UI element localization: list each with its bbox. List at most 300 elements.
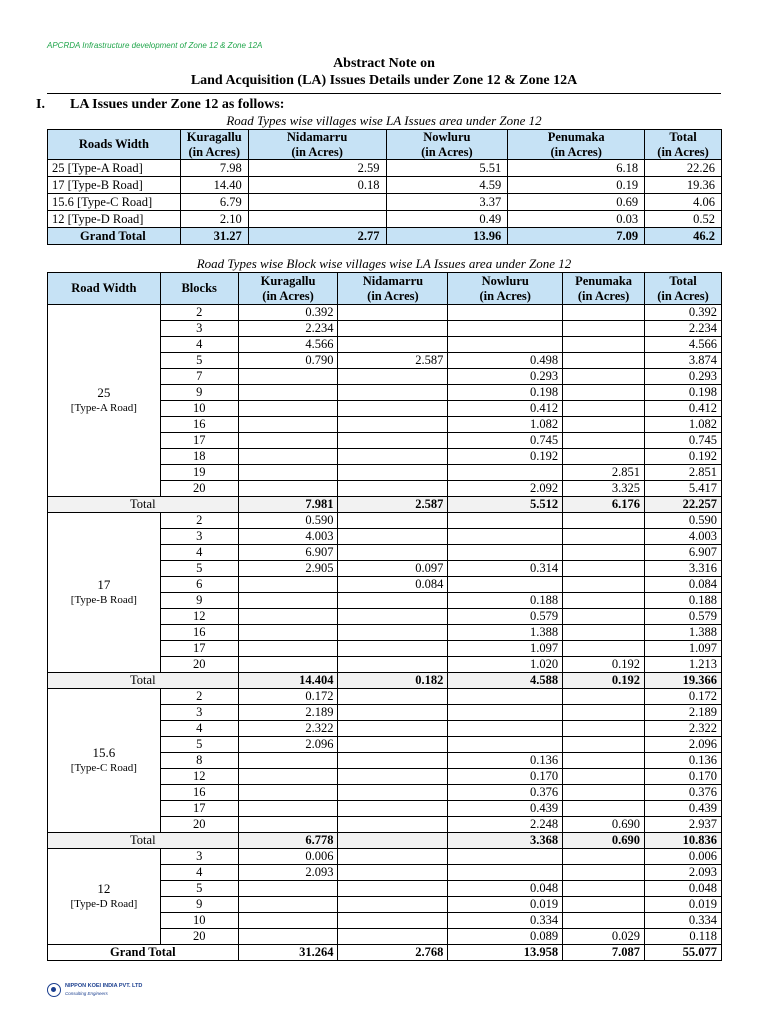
project-header: APCRDA Infrastructure development of Zone 12 & Zone 12A — [47, 41, 263, 50]
table-cell — [448, 545, 563, 561]
table-cell: 0.745 — [448, 433, 563, 449]
block-cell: 16 — [160, 417, 238, 433]
grand-total-row — [48, 945, 722, 961]
table-cell: 3.37 — [386, 194, 508, 211]
table-cell — [238, 465, 338, 481]
table-cell — [338, 705, 448, 721]
table-cell: 19.366 — [645, 673, 722, 689]
table-cell: 17 [Type-B Road] — [48, 177, 181, 194]
table-cell: 31.27 — [180, 228, 248, 245]
table-cell — [338, 449, 448, 465]
block-cell: 5 — [160, 561, 238, 577]
table-cell: 0.498 — [448, 353, 563, 369]
table-cell — [338, 369, 448, 385]
table-cell: 0.089 — [448, 929, 563, 945]
table-cell — [338, 737, 448, 753]
table-cell: 6.176 — [563, 497, 645, 513]
table-cell — [338, 817, 448, 833]
document-title: Abstract Note on — [333, 56, 435, 71]
table-cell — [338, 593, 448, 609]
grand-total-label: Grand Total — [48, 945, 239, 961]
table-cell — [563, 641, 645, 657]
table-cell: 2.093 — [645, 865, 722, 881]
road-width-cell — [48, 513, 161, 673]
table-cell — [338, 433, 448, 449]
table-cell — [338, 417, 448, 433]
table-cell: 0.590 — [238, 513, 338, 529]
total-row — [48, 497, 722, 513]
block-cell: 10 — [160, 913, 238, 929]
table-cell — [338, 929, 448, 945]
table-cell — [238, 897, 338, 913]
table-cell: 0.376 — [448, 785, 563, 801]
table-cell: 0.590 — [645, 513, 722, 529]
table-cell — [563, 625, 645, 641]
table-cell — [338, 465, 448, 481]
column-header: Roads Width — [48, 130, 181, 160]
table-cell — [563, 865, 645, 881]
table-cell: 2.234 — [645, 321, 722, 337]
table-cell: 0.293 — [645, 369, 722, 385]
table-cell — [238, 417, 338, 433]
table-cell: 0.019 — [645, 897, 722, 913]
table-cell: 6.907 — [645, 545, 722, 561]
table-cell — [563, 449, 645, 465]
table-cell — [563, 753, 645, 769]
section-text: LA Issues under Zone 12 as follows: — [70, 97, 285, 112]
table-cell: 4.588 — [448, 673, 563, 689]
company-logo-icon — [47, 983, 61, 997]
column-header: Penumaka (in Acres) — [508, 130, 645, 160]
road-width-cell — [48, 305, 161, 497]
table-cell — [238, 593, 338, 609]
table-cell: 2.092 — [448, 481, 563, 497]
column-header: Total (in Acres) — [645, 130, 722, 160]
table-cell: 3.874 — [645, 353, 722, 369]
grand-total-label: Grand Total — [48, 228, 181, 245]
table-cell: 0.006 — [645, 849, 722, 865]
table-cell — [338, 609, 448, 625]
table-cell: 0.188 — [448, 593, 563, 609]
table-cell: 6.79 — [180, 194, 248, 211]
table-cell: 4.003 — [645, 529, 722, 545]
road-width: 15.6 — [92, 744, 116, 760]
table-cell: 0.097 — [338, 561, 448, 577]
table-cell: 0.334 — [645, 913, 722, 929]
road-type: [Type-B Road] — [70, 593, 137, 606]
table-cell — [338, 897, 448, 913]
column-header: Nowluru (in Acres) — [448, 273, 563, 305]
table-cell — [338, 913, 448, 929]
block-cell: 9 — [160, 593, 238, 609]
table-cell — [563, 593, 645, 609]
block-cell: 16 — [160, 785, 238, 801]
block-cell: 5 — [160, 881, 238, 897]
table-cell: 2.234 — [238, 321, 338, 337]
block-cell: 20 — [160, 929, 238, 945]
table-cell: 14.404 — [238, 673, 338, 689]
table-cell: 3.368 — [448, 833, 563, 849]
table-cell: 0.52 — [645, 211, 722, 228]
table-cell: 0.188 — [645, 593, 722, 609]
table-cell: 0.136 — [448, 753, 563, 769]
table-row — [48, 194, 722, 211]
table-cell: 2.768 — [338, 945, 448, 961]
table-cell: 0.376 — [645, 785, 722, 801]
table-cell — [563, 769, 645, 785]
table-cell: 0.198 — [448, 385, 563, 401]
table-cell: 19.36 — [645, 177, 722, 194]
table-cell — [338, 305, 448, 321]
road-width-cell — [48, 849, 161, 945]
road-types-summary-table — [47, 129, 722, 245]
table-cell: 0.03 — [508, 211, 645, 228]
table-cell: 0.412 — [448, 401, 563, 417]
table-cell: 0.172 — [238, 689, 338, 705]
road-width: 12 — [97, 880, 111, 896]
table-cell — [448, 705, 563, 721]
column-header: Blocks — [160, 273, 238, 305]
table-cell — [448, 849, 563, 865]
total-row — [48, 673, 722, 689]
table-cell — [563, 609, 645, 625]
table-cell: 22.26 — [645, 160, 722, 177]
column-header: Road Width — [48, 273, 161, 305]
table-cell: 2.10 — [180, 211, 248, 228]
table-cell — [238, 401, 338, 417]
table-cell: 12 [Type-D Road] — [48, 211, 181, 228]
table-cell: 7.09 — [508, 228, 645, 245]
table-cell: 0.170 — [645, 769, 722, 785]
block-cell: 9 — [160, 897, 238, 913]
road-type: [Type-A Road] — [70, 401, 137, 414]
table-cell: 6.18 — [508, 160, 645, 177]
table-cell — [238, 449, 338, 465]
total-label: Total — [48, 833, 239, 849]
block-cell: 4 — [160, 865, 238, 881]
table-cell: 7.98 — [180, 160, 248, 177]
company-logo — [47, 983, 142, 997]
table-cell — [338, 881, 448, 897]
table-cell: 0.579 — [448, 609, 563, 625]
table-cell: 0.579 — [645, 609, 722, 625]
table-cell: 5.51 — [386, 160, 508, 177]
table-cell — [448, 721, 563, 737]
road-type: [Type-D Road] — [70, 897, 138, 910]
table-cell: 0.172 — [645, 689, 722, 705]
block-cell: 17 — [160, 801, 238, 817]
table-cell: 4.59 — [386, 177, 508, 194]
table-cell: 0.192 — [563, 657, 645, 673]
table-cell — [563, 897, 645, 913]
table-cell — [338, 321, 448, 337]
table-row — [48, 513, 722, 529]
table-cell: 3.325 — [563, 481, 645, 497]
table-cell: 0.690 — [563, 817, 645, 833]
table-cell: 0.293 — [448, 369, 563, 385]
table-cell — [238, 625, 338, 641]
table-cell: 0.048 — [448, 881, 563, 897]
block-cell: 8 — [160, 753, 238, 769]
table-cell — [238, 913, 338, 929]
table-cell — [338, 753, 448, 769]
table-cell: 22.257 — [645, 497, 722, 513]
table-cell: 2.59 — [248, 160, 386, 177]
table-cell: 7.087 — [563, 945, 645, 961]
table-cell — [338, 769, 448, 785]
table-cell: 13.96 — [386, 228, 508, 245]
table-cell: 1.388 — [448, 625, 563, 641]
road-type: [Type-C Road] — [70, 761, 137, 774]
table-cell: 0.412 — [645, 401, 722, 417]
table2-caption: Road Types wise Block wise villages wise LA Issues area under Zone 12 — [196, 256, 572, 271]
table-cell — [238, 369, 338, 385]
table-cell — [563, 849, 645, 865]
table-cell — [563, 881, 645, 897]
table-cell: 4.566 — [238, 337, 338, 353]
table-cell — [248, 194, 386, 211]
table-cell: 1.082 — [645, 417, 722, 433]
table-cell: 2.189 — [238, 705, 338, 721]
table-cell: 2.096 — [645, 737, 722, 753]
table-cell: 2.248 — [448, 817, 563, 833]
road-width: 17 — [97, 576, 111, 592]
table-cell: 14.40 — [180, 177, 248, 194]
table-cell: 0.084 — [645, 577, 722, 593]
table-cell: 2.096 — [238, 737, 338, 753]
table-cell: 0.19 — [508, 177, 645, 194]
table-cell — [238, 641, 338, 657]
table-cell: 4.06 — [645, 194, 722, 211]
table-cell — [238, 577, 338, 593]
column-header: Kuragallu (in Acres) — [180, 130, 248, 160]
table-cell: 0.790 — [238, 353, 338, 369]
block-cell: 5 — [160, 737, 238, 753]
table-cell — [238, 817, 338, 833]
table-cell: 0.118 — [645, 929, 722, 945]
table-cell — [238, 385, 338, 401]
table-cell: 0.019 — [448, 897, 563, 913]
table-cell: 5.512 — [448, 497, 563, 513]
block-cell: 3 — [160, 849, 238, 865]
table-cell: 0.69 — [508, 194, 645, 211]
table-cell — [563, 721, 645, 737]
table-cell — [448, 865, 563, 881]
table-cell — [563, 913, 645, 929]
table-cell: 0.029 — [563, 929, 645, 945]
grand-total-row — [48, 228, 722, 245]
table-cell — [338, 337, 448, 353]
table-cell — [338, 801, 448, 817]
table-row — [48, 211, 722, 228]
road-width-cell — [48, 689, 161, 833]
block-cell: 16 — [160, 625, 238, 641]
table-cell — [448, 465, 563, 481]
table-cell: 2.093 — [238, 865, 338, 881]
table-cell — [563, 529, 645, 545]
table-cell: 0.192 — [563, 673, 645, 689]
table-cell: 1.097 — [448, 641, 563, 657]
block-cell: 10 — [160, 401, 238, 417]
table-cell — [238, 657, 338, 673]
table-cell: 0.690 — [563, 833, 645, 849]
block-cell: 19 — [160, 465, 238, 481]
table-cell — [563, 545, 645, 561]
block-cell: 17 — [160, 433, 238, 449]
table-cell: 2.322 — [645, 721, 722, 737]
table-cell — [238, 433, 338, 449]
block-cell: 7 — [160, 369, 238, 385]
table-cell — [563, 321, 645, 337]
table-cell: 0.084 — [338, 577, 448, 593]
table-cell: 2.322 — [238, 721, 338, 737]
table-cell: 1.213 — [645, 657, 722, 673]
table-cell: 0.745 — [645, 433, 722, 449]
column-header: Nidamarru (in Acres) — [338, 273, 448, 305]
block-cell: 4 — [160, 545, 238, 561]
table-cell — [238, 785, 338, 801]
table-cell: 0.49 — [386, 211, 508, 228]
block-wise-table — [47, 272, 722, 961]
column-header: Nowluru (in Acres) — [386, 130, 508, 160]
table-cell: 2.587 — [338, 497, 448, 513]
company-tagline: Consulting Engineers — [65, 991, 108, 996]
block-cell: 9 — [160, 385, 238, 401]
document-subtitle: Land Acquisition (LA) Issues Details under Zone 12 & Zone 12A — [190, 73, 578, 88]
section-number: I. — [36, 97, 45, 112]
table-cell — [338, 849, 448, 865]
table-cell: 0.439 — [448, 801, 563, 817]
table-cell — [563, 353, 645, 369]
table-cell — [238, 769, 338, 785]
table-cell — [338, 529, 448, 545]
table-cell — [563, 305, 645, 321]
table-cell — [563, 513, 645, 529]
table-cell: 0.392 — [645, 305, 722, 321]
table-cell: 0.192 — [645, 449, 722, 465]
table-cell — [563, 737, 645, 753]
block-cell: 2 — [160, 513, 238, 529]
table-cell — [338, 481, 448, 497]
table-cell — [448, 577, 563, 593]
table-cell: 2.937 — [645, 817, 722, 833]
table-cell — [238, 801, 338, 817]
block-cell: 3 — [160, 529, 238, 545]
table-cell — [238, 753, 338, 769]
table-cell — [238, 929, 338, 945]
table-cell: 4.003 — [238, 529, 338, 545]
table-cell: 0.18 — [248, 177, 386, 194]
table-cell — [338, 785, 448, 801]
table-cell — [563, 417, 645, 433]
table-cell: 0.170 — [448, 769, 563, 785]
section-heading — [36, 97, 284, 113]
table-cell — [563, 401, 645, 417]
table-cell — [448, 689, 563, 705]
block-cell: 20 — [160, 481, 238, 497]
table-cell: 6.907 — [238, 545, 338, 561]
table-cell: 0.392 — [238, 305, 338, 321]
table-cell — [448, 305, 563, 321]
block-cell: 5 — [160, 353, 238, 369]
table-cell: 1.388 — [645, 625, 722, 641]
table-cell: 2.851 — [645, 465, 722, 481]
table-cell — [448, 513, 563, 529]
column-header: Total (in Acres) — [645, 273, 722, 305]
table-cell: 0.006 — [238, 849, 338, 865]
table-cell: 0.314 — [448, 561, 563, 577]
table-cell — [338, 385, 448, 401]
table-cell: 1.082 — [448, 417, 563, 433]
column-header: Kuragallu (in Acres) — [238, 273, 338, 305]
table-row — [48, 849, 722, 865]
table-cell — [338, 513, 448, 529]
table-cell — [238, 881, 338, 897]
table-cell: 55.077 — [645, 945, 722, 961]
table-cell — [563, 433, 645, 449]
table-row — [48, 177, 722, 194]
table-cell — [238, 609, 338, 625]
column-header: Nidamarru (in Acres) — [248, 130, 386, 160]
table-cell — [563, 369, 645, 385]
table-row — [48, 160, 722, 177]
table-cell — [248, 211, 386, 228]
table-cell — [563, 689, 645, 705]
table-cell — [563, 577, 645, 593]
table-cell — [338, 401, 448, 417]
block-cell: 3 — [160, 705, 238, 721]
table-cell — [448, 321, 563, 337]
table-cell: 15.6 [Type-C Road] — [48, 194, 181, 211]
table-cell — [448, 737, 563, 753]
block-cell: 3 — [160, 321, 238, 337]
table-cell — [563, 705, 645, 721]
table-cell: 6.778 — [238, 833, 338, 849]
table-cell — [563, 801, 645, 817]
table-cell: 2.189 — [645, 705, 722, 721]
table-cell — [448, 529, 563, 545]
table-cell — [448, 337, 563, 353]
table-cell — [338, 641, 448, 657]
block-cell: 4 — [160, 337, 238, 353]
block-cell: 2 — [160, 305, 238, 321]
company-name: NIPPON KOEI INDIA PVT. LTD — [65, 983, 143, 989]
table-cell: 0.136 — [645, 753, 722, 769]
block-cell: 18 — [160, 449, 238, 465]
table-cell: 0.048 — [645, 881, 722, 897]
table-cell: 2.587 — [338, 353, 448, 369]
table-cell — [338, 689, 448, 705]
table-cell: 13.958 — [448, 945, 563, 961]
table-cell: 0.198 — [645, 385, 722, 401]
table-cell: 7.981 — [238, 497, 338, 513]
column-header: Penumaka (in Acres) — [563, 273, 645, 305]
block-cell: 4 — [160, 721, 238, 737]
block-cell: 20 — [160, 817, 238, 833]
total-label: Total — [48, 497, 239, 513]
table-cell — [338, 625, 448, 641]
table-cell: 0.182 — [338, 673, 448, 689]
block-cell: 6 — [160, 577, 238, 593]
table-row — [48, 689, 722, 705]
table-cell: 0.439 — [645, 801, 722, 817]
table-cell — [563, 337, 645, 353]
table-cell: 1.020 — [448, 657, 563, 673]
block-cell: 17 — [160, 641, 238, 657]
table-cell: 10.836 — [645, 833, 722, 849]
road-width: 25 — [97, 384, 111, 400]
table-cell: 25 [Type-A Road] — [48, 160, 181, 177]
